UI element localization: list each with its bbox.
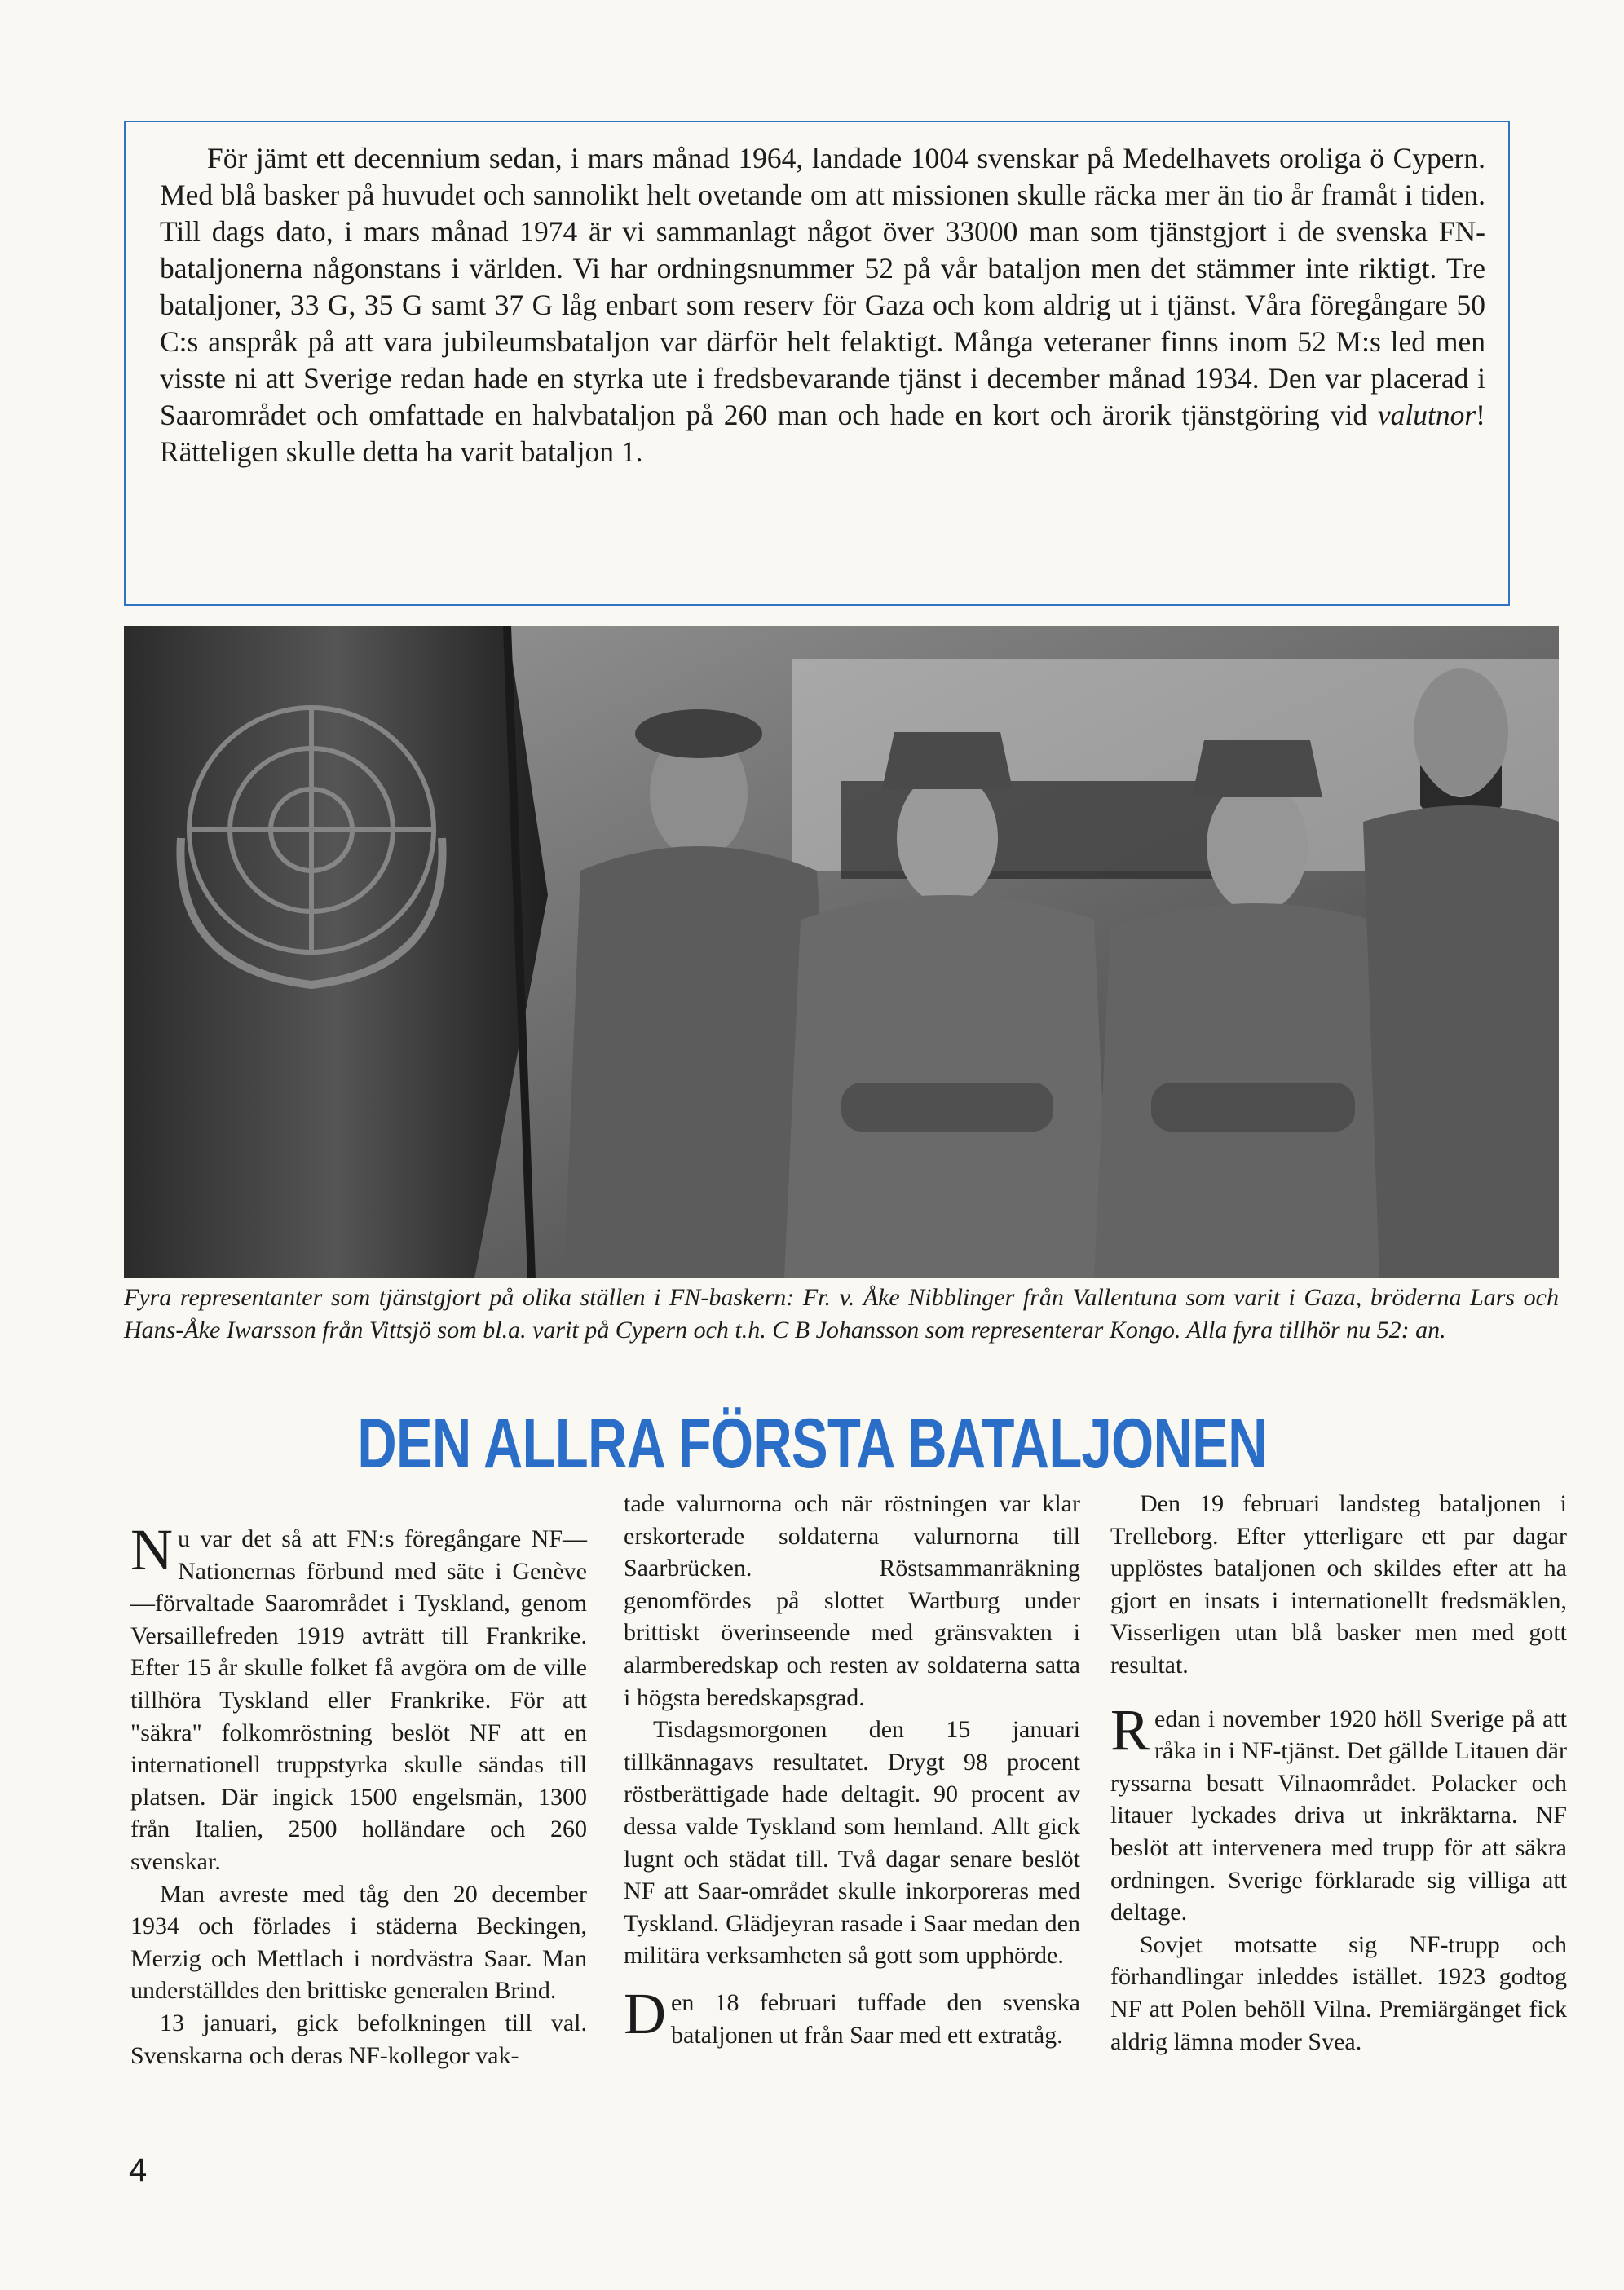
column-1-paragraph-1: Nu var det så att FN:s föregångare NF—Nationernas förbund med säte i Genève—förvaltade Saarområdet i Tyskland, genom Versaillefreden 1919 avträtt till Frankrike. Efter 15 år skulle folket få avgöra om de ville tillhöra Tyskland eller Frankrike. För att "säkra" folkomröstning beslöt NF att en internationell truppstyrka skulle sändas till platsen. Där ingick 1500 engelsmän, 1300 från Italien, 2500 holländare och 260 svenskar. — [130, 1517, 587, 1875]
intro-text-end: ! Rätteligen skulle detta ha varit bataljon 1. — [160, 399, 1485, 468]
caption-text: Fyra representanter som tjänstgjort på olika ställen i FN-baskern: Fr. v. Åke Nibblinger från Vallentuna som varit i Gaza, bröderna Lars och Hans-Åke Iwarsson från Vittsjö som bl.a. varit på Cypern och t.h. C B Johansson som representerar Kongo. Alla fyra tillhör nu 52: an. — [124, 1284, 1559, 1344]
article-column-3 — [1110, 1488, 1567, 2058]
column-3-paragraph-1: Den 19 februari landsteg bataljonen i Trelleborg. Efter ytterligare ett par dagar upplöstes bataljonen och skildes efter att ha gjort en insats i internationellt fredsmäklen, Visserligen utan blå basker men med gott resultat. — [1110, 1490, 1567, 1679]
intro-paragraph — [160, 140, 1485, 470]
column-2-paragraph-3: Den 18 februari tuffade den svenska bataljonen ut från Saar med ett extratåg. — [624, 1980, 1080, 2049]
intro-emphasis: valutnor — [1377, 399, 1476, 431]
photo-illustration — [124, 626, 1559, 1278]
column-3-paragraph-3: Sovjet motsatte sig NF-trupp och förhandlingar inleddes istället. 1923 godtog NF att Polen behöll Vilna. Premiärgänget fick aldrig lämna moder Svea. — [1110, 1930, 1567, 2055]
fn-soldiers-photo — [124, 626, 1559, 1278]
photo-caption — [124, 1282, 1559, 1347]
article-column-2 — [624, 1488, 1080, 2051]
column-2-paragraph-2: Tisdagsmorgonen den 15 januari tillkännagavs resultatet. Drygt 98 procent röstberättigade hade deltagit. 90 procent av dessa valde Tyskland som hemland. Allt gick lugnt och städat till. Två dagar senare beslöt NF att Saar-området skulle inkorporeras med Tyskland. Glädjeyran rasade i Saar medan den militära verksamheten så gott som upphörde. — [624, 1716, 1080, 1970]
intro-box — [124, 121, 1510, 606]
article-headline: DEN ALLRA FÖRSTA BATALJONEN — [357, 1405, 1267, 1483]
column-1-paragraph-2: Man avreste med tåg den 20 december 1934 och förlades i städerna Beckingen, Merzig och Mettlach i nordvästra Saar. Man underställdes den brittiske generalen Brind. — [130, 1880, 587, 2005]
column-3-paragraph-2: Redan i november 1920 höll Sverige på att råka in i NF-tjänst. Det gällde Litauen där ryssarna besatt Vilnaområdet. Polacker och litauer lyckades driva ut inkräktarna. NF beslöt att intervenera med trupp för att säkra ordningen. Sverige förklarade sig villiga att deltage. — [1110, 1697, 1567, 1926]
column-2-paragraph-1: tade valurnorna och när röstningen var klar erskorterade soldaterna valurnorna till Saarbrücken. Röstsammanräkning genomfördes på slottet Wartburg under brittiskt överinseende med gränsvakten i alarmberedskap och resten av soldaterna satta i högsta beredskapsgrad. — [624, 1490, 1080, 1711]
intro-text: För jämt ett decennium sedan, i mars månad 1964, landade 1004 svenskar på Medelhavets oroliga ö Cypern. Med blå basker på huvudet och sannolikt helt ovetande om att missionen skulle räcka mer än tio år framåt i tiden. Till dags dato, i mars månad 1974 är vi sammanlagt något över 33000 man som tjänstgjort i de svenska FN-bataljonerna någonstans i världen. Vi har ordningsnummer 52 på vår bataljon men det stämmer inte riktigt. Tre bataljoner, 33 G, 35 G samt 37 G låg enbart som reserv för Gaza och kom aldrig ut i tjänst. Våra föregångare 50 C:s anspråk på att vara jubileumsbataljon var därför helt felaktigt. Många veteraner finns inom 52 M:s led men visste ni att Sverige redan hade en styrka ute i fredsbevarande tjänst i december månad 1934. Den var placerad i Saarområdet och omfattade en halvbataljon på 260 man och hade en kort och ärorik tjänstgöring vid — [160, 142, 1485, 431]
column-1-paragraph-3: 13 januari, gick befolkningen till val. Svenskarna och deras NF-kollegor vak- — [130, 2009, 587, 2069]
page-number: 4 — [129, 2152, 148, 2188]
article-column-1 — [130, 1517, 587, 2072]
